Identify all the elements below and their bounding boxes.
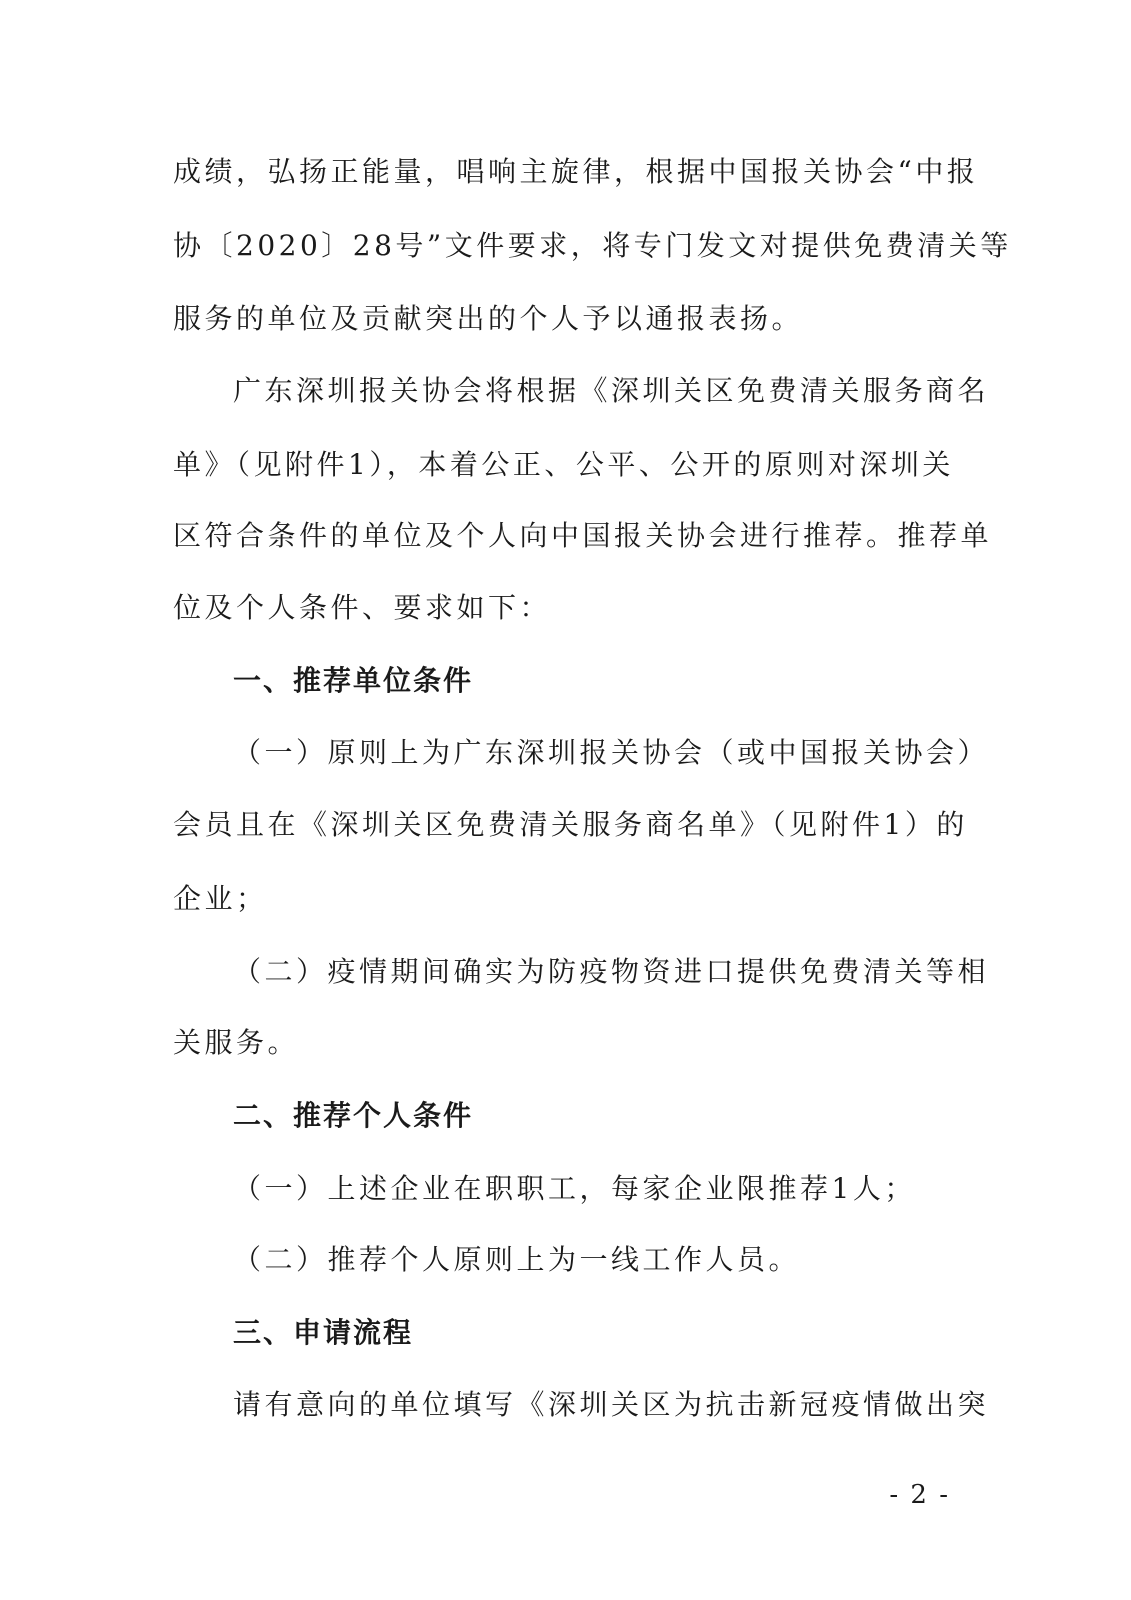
body-text-line: 服务的单位及贡献突出的个人予以通报表扬。 [173, 302, 804, 335]
body-text-line: （一）原则上为广东深圳报关协会（或中国报关协会） [233, 736, 990, 769]
body-text-line: 协〔2020〕28号”文件要求，将专门发文对提供免费清关等 [173, 229, 1012, 262]
section-heading: 三、申请流程 [233, 1316, 414, 1349]
body-text-line: 单》（见附件1），本着公正、公平、公开的原则对深圳关 [173, 448, 954, 481]
body-text-line: （二）推荐个人原则上为一线工作人员。 [233, 1243, 801, 1276]
body-text-line: 位及个人条件、要求如下： [173, 591, 552, 624]
body-text-line: 关服务。 [173, 1026, 300, 1059]
section-heading: 二、推荐个人条件 [233, 1099, 474, 1132]
body-text-line: 请有意向的单位填写《深圳关区为抗击新冠疫情做出突 [233, 1388, 990, 1421]
body-text-line: 企业； [173, 882, 268, 915]
body-text-line: 会员且在《深圳关区免费清关服务商名单》（见附件1）的 [173, 808, 968, 841]
body-text-line: 广东深圳报关协会将根据《深圳关区免费清关服务商名 [233, 374, 990, 407]
body-text-line: （一）上述企业在职职工，每家企业限推荐1人； [233, 1172, 916, 1205]
section-heading: 一、推荐单位条件 [233, 664, 474, 697]
body-text-line: 成绩，弘扬正能量，唱响主旋律，根据中国报关协会“中报 [173, 155, 979, 188]
page-number: - 2 - [889, 1480, 950, 1510]
body-text-line: 区符合条件的单位及个人向中国报关协会进行推荐。推荐单 [173, 519, 993, 552]
body-text-line: （二）疫情期间确实为防疫物资进口提供免费清关等相 [233, 955, 990, 988]
